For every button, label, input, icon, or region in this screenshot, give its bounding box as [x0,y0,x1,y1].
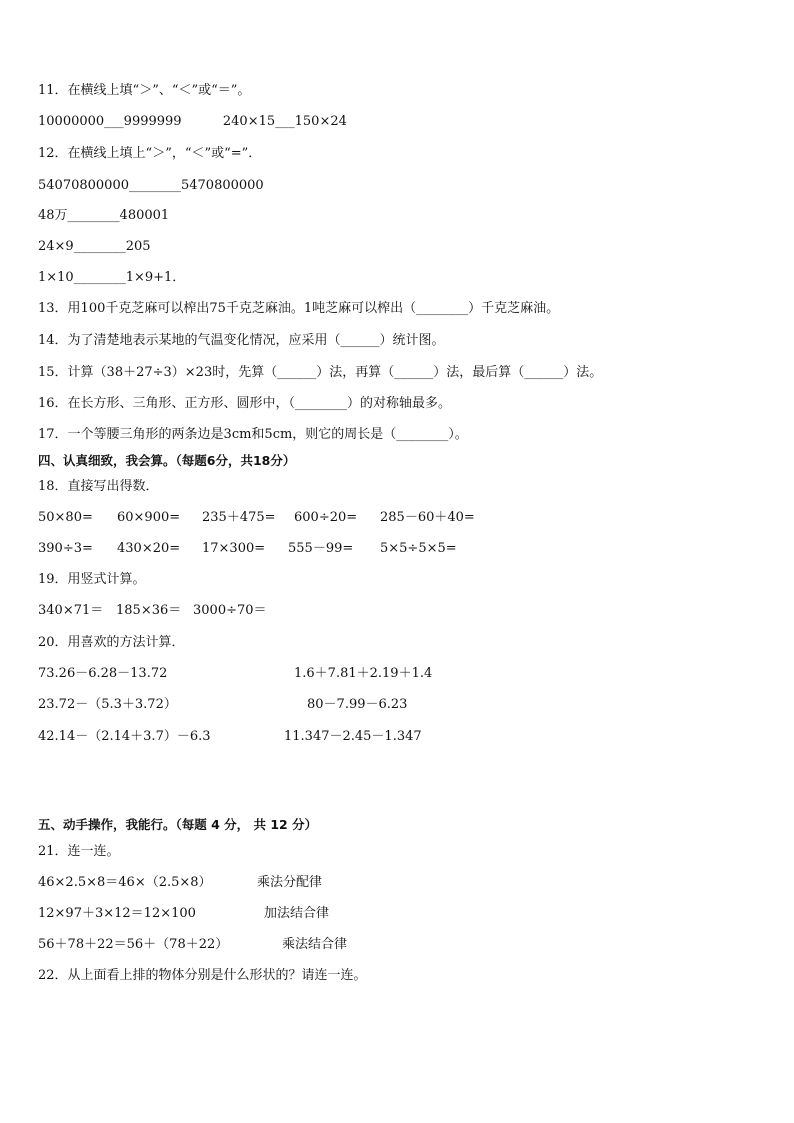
q16-text: 16．在长方形、三角形、正方形、圆形中，（________）的对称轴最多。 [38,396,452,411]
q18-cell: 555－99= [288,541,354,556]
q18-cell: 390÷3= [38,541,93,556]
q18-cell: 430×20= [117,541,181,556]
q20-left-item: 23.72－（5.3＋3.72） [38,697,177,712]
q18-cell: 5×5÷5×5= [380,541,457,556]
q21-left-item: 12×97＋3×12＝12×100 [38,906,196,921]
q18-cell: 285－60＋40= [380,510,475,525]
q18-cell: 17×300= [202,541,266,556]
q20-left-item: 73.26－6.28－13.72 [38,666,168,681]
q12-item: 24×9________205 [38,239,151,254]
q19-item: 3000÷70＝ [193,603,267,618]
q12-item: 48万________480001 [38,208,170,223]
q12-item: 54070800000________5470800000 [38,178,264,193]
q19-item: 340×71＝ [38,603,104,618]
q12-stem: 12．在横线上填上“＞”，“＜”或“=”． [38,146,262,161]
q20-stem: 20．用喜欢的方法计算． [38,635,185,650]
q11-stem: 11．在横线上填“＞”、“＜”或“＝”。 [38,83,251,98]
q18-cell: 50×80= [38,510,93,525]
q18-stem: 18．直接写出得数． [38,479,159,494]
q17-text: 17．一个等腰三角形的两条边是3cm和5cm，则它的周长是（________）。 [38,427,468,442]
q19-item: 185×36＝ [116,603,182,618]
q20-right-item: 1.6＋7.81＋2.19＋1.4 [294,666,433,681]
q15-text: 15．计算（38＋27÷3）×23时，先算（______）法，再算（______）法，最后算（______）法。 [38,365,603,380]
q19-stem: 19．用竖式计算。 [38,572,146,587]
q18-cell: 235＋475= [202,510,276,525]
q14-text: 14．为了清楚地表示某地的气温变化情况，应采用（______）统计图。 [38,333,445,348]
q21-right-item: 乘法结合律 [282,937,348,952]
q22-text: 22．从上面看上排的物体分别是什么形状的？请连一连。 [38,968,367,983]
q18-cell: 60×900= [117,510,181,525]
q18-cell: 600÷20= [294,510,358,525]
q20-left-item: 42.14－（2.14＋3.7）－6.3 [38,729,211,744]
q20-right-item: 11.347－2.45－1.347 [284,729,422,744]
q21-stem: 21．连一连。 [38,844,120,859]
q21-right-item: 加法结合律 [264,906,330,921]
q20-right-item: 80－7.99－6.23 [307,697,408,712]
section-5-heading: 五、动手操作，我能行。（每题 4 分， 共 12 分） [38,817,318,832]
q11-row: 10000000___9999999 240×15___150×24 [38,114,347,129]
section-4-heading: 四、认真细致，我会算。（每题6分，共18分） [38,453,296,468]
q21-left-item: 46×2.5×8＝46×（2.5×8） [38,875,212,890]
q21-right-item: 乘法分配律 [257,875,323,890]
q13-text: 13．用100千克芝麻可以榨出75千克芝麻油。1吨芝麻可以榨出（________）千克芝麻油。 [38,301,560,316]
q12-item: 1×10________1×9+1． [38,270,186,285]
q21-left-item: 56＋78＋22＝56＋（78＋22） [38,937,229,952]
